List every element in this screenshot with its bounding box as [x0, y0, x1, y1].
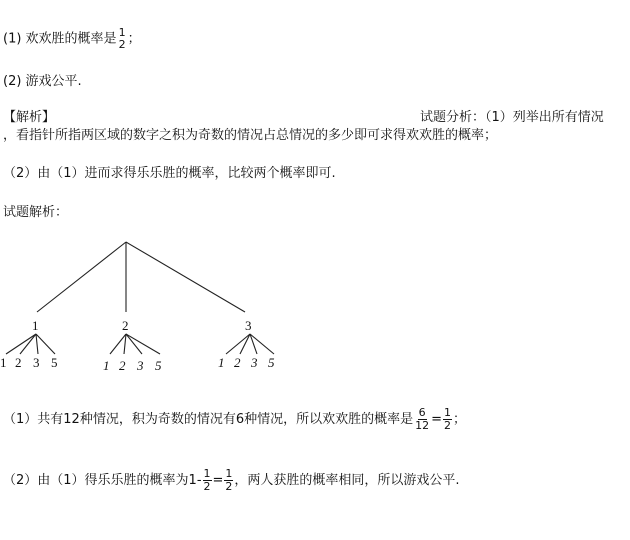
answer-1-text: (1) 欢欢胜的概率是	[3, 31, 117, 47]
tree-branch	[20, 334, 36, 354]
equals-sign: =	[212, 473, 224, 488]
tree-leaf: 5	[268, 355, 275, 370]
fraction-denominator: 2	[118, 38, 126, 51]
tree-branch	[126, 334, 160, 354]
tree-branch	[126, 242, 245, 312]
fraction-denominator: 12	[415, 419, 430, 432]
tree-leaf: 2	[15, 355, 22, 370]
tree-node-level1: 1	[32, 318, 39, 333]
fraction-denominator: 2	[203, 480, 211, 493]
fraction-numerator: 1	[118, 26, 126, 39]
step-2-fraction-a	[203, 468, 212, 493]
analysis-line-3: （2）由（1）进而求得乐乐胜的概率，比较两个概率即可.	[3, 166, 336, 181]
answer-1	[3, 27, 141, 51]
fraction-numerator: 1	[203, 467, 211, 480]
tree-branch	[6, 334, 36, 354]
tree-leaf: 3	[33, 355, 40, 370]
tree-branch	[37, 242, 126, 312]
solution-step-2	[3, 468, 460, 493]
tree-leaf: 1	[0, 355, 7, 370]
fraction-numerator: 6	[418, 406, 426, 419]
tree-branch	[240, 334, 250, 354]
tree-leaf: 1	[218, 355, 225, 370]
tree-leaf: 5	[155, 358, 162, 373]
step-1-suffix: ；	[453, 412, 467, 427]
solution-heading: 试题解析：	[3, 205, 69, 220]
tree-branch	[36, 334, 55, 354]
analysis-line-1: 试题分析：（1）列举出所有情况	[420, 110, 604, 125]
tree-branch	[126, 334, 142, 354]
step-1-text: （1）共有12种情况，积为奇数的情况有6种情况，所以欢欢胜的概率是	[3, 412, 414, 427]
step-1-fraction-b	[443, 407, 452, 432]
analysis-heading: 【解析】	[3, 110, 56, 125]
analysis-line-2: ，看指针所指两区域的数字之积为奇数的情况占总情况的多少即可求得欢欢胜的概率；	[3, 128, 498, 143]
fraction-numerator: 1	[444, 406, 451, 419]
step-1-fraction-a	[414, 407, 430, 432]
tree-leaf: 1	[103, 358, 110, 373]
tree-leaf: 3	[137, 358, 144, 373]
equals-sign: =	[431, 412, 442, 427]
answer-1-suffix: ；	[127, 31, 141, 47]
fraction-denominator: 2	[225, 480, 233, 493]
tree-node-level1: 2	[122, 318, 129, 333]
answer-2: (2) 游戏公平.	[3, 74, 82, 89]
tree-leaf: 2	[234, 355, 241, 370]
step-2-suffix: ，两人获胜的概率相同，所以游戏公平.	[234, 473, 460, 488]
tree-leaf: 2	[119, 358, 126, 373]
solution-step-1	[3, 407, 466, 432]
tree-leaf: 5	[51, 355, 58, 370]
step-2-fraction-b	[224, 468, 233, 493]
tree-branch	[226, 334, 250, 354]
fraction-numerator: 1	[225, 467, 233, 480]
tree-branch	[36, 334, 38, 354]
answer-1-fraction	[118, 27, 127, 51]
fraction-denominator: 2	[444, 419, 451, 432]
tree-diagram	[0, 230, 320, 375]
tree-leaf: 3	[251, 355, 258, 370]
tree-node-level1: 3	[245, 318, 252, 333]
step-2-text: （2）由（1）得乐乐胜的概率为1-	[3, 473, 202, 488]
tree-branch	[110, 334, 126, 354]
